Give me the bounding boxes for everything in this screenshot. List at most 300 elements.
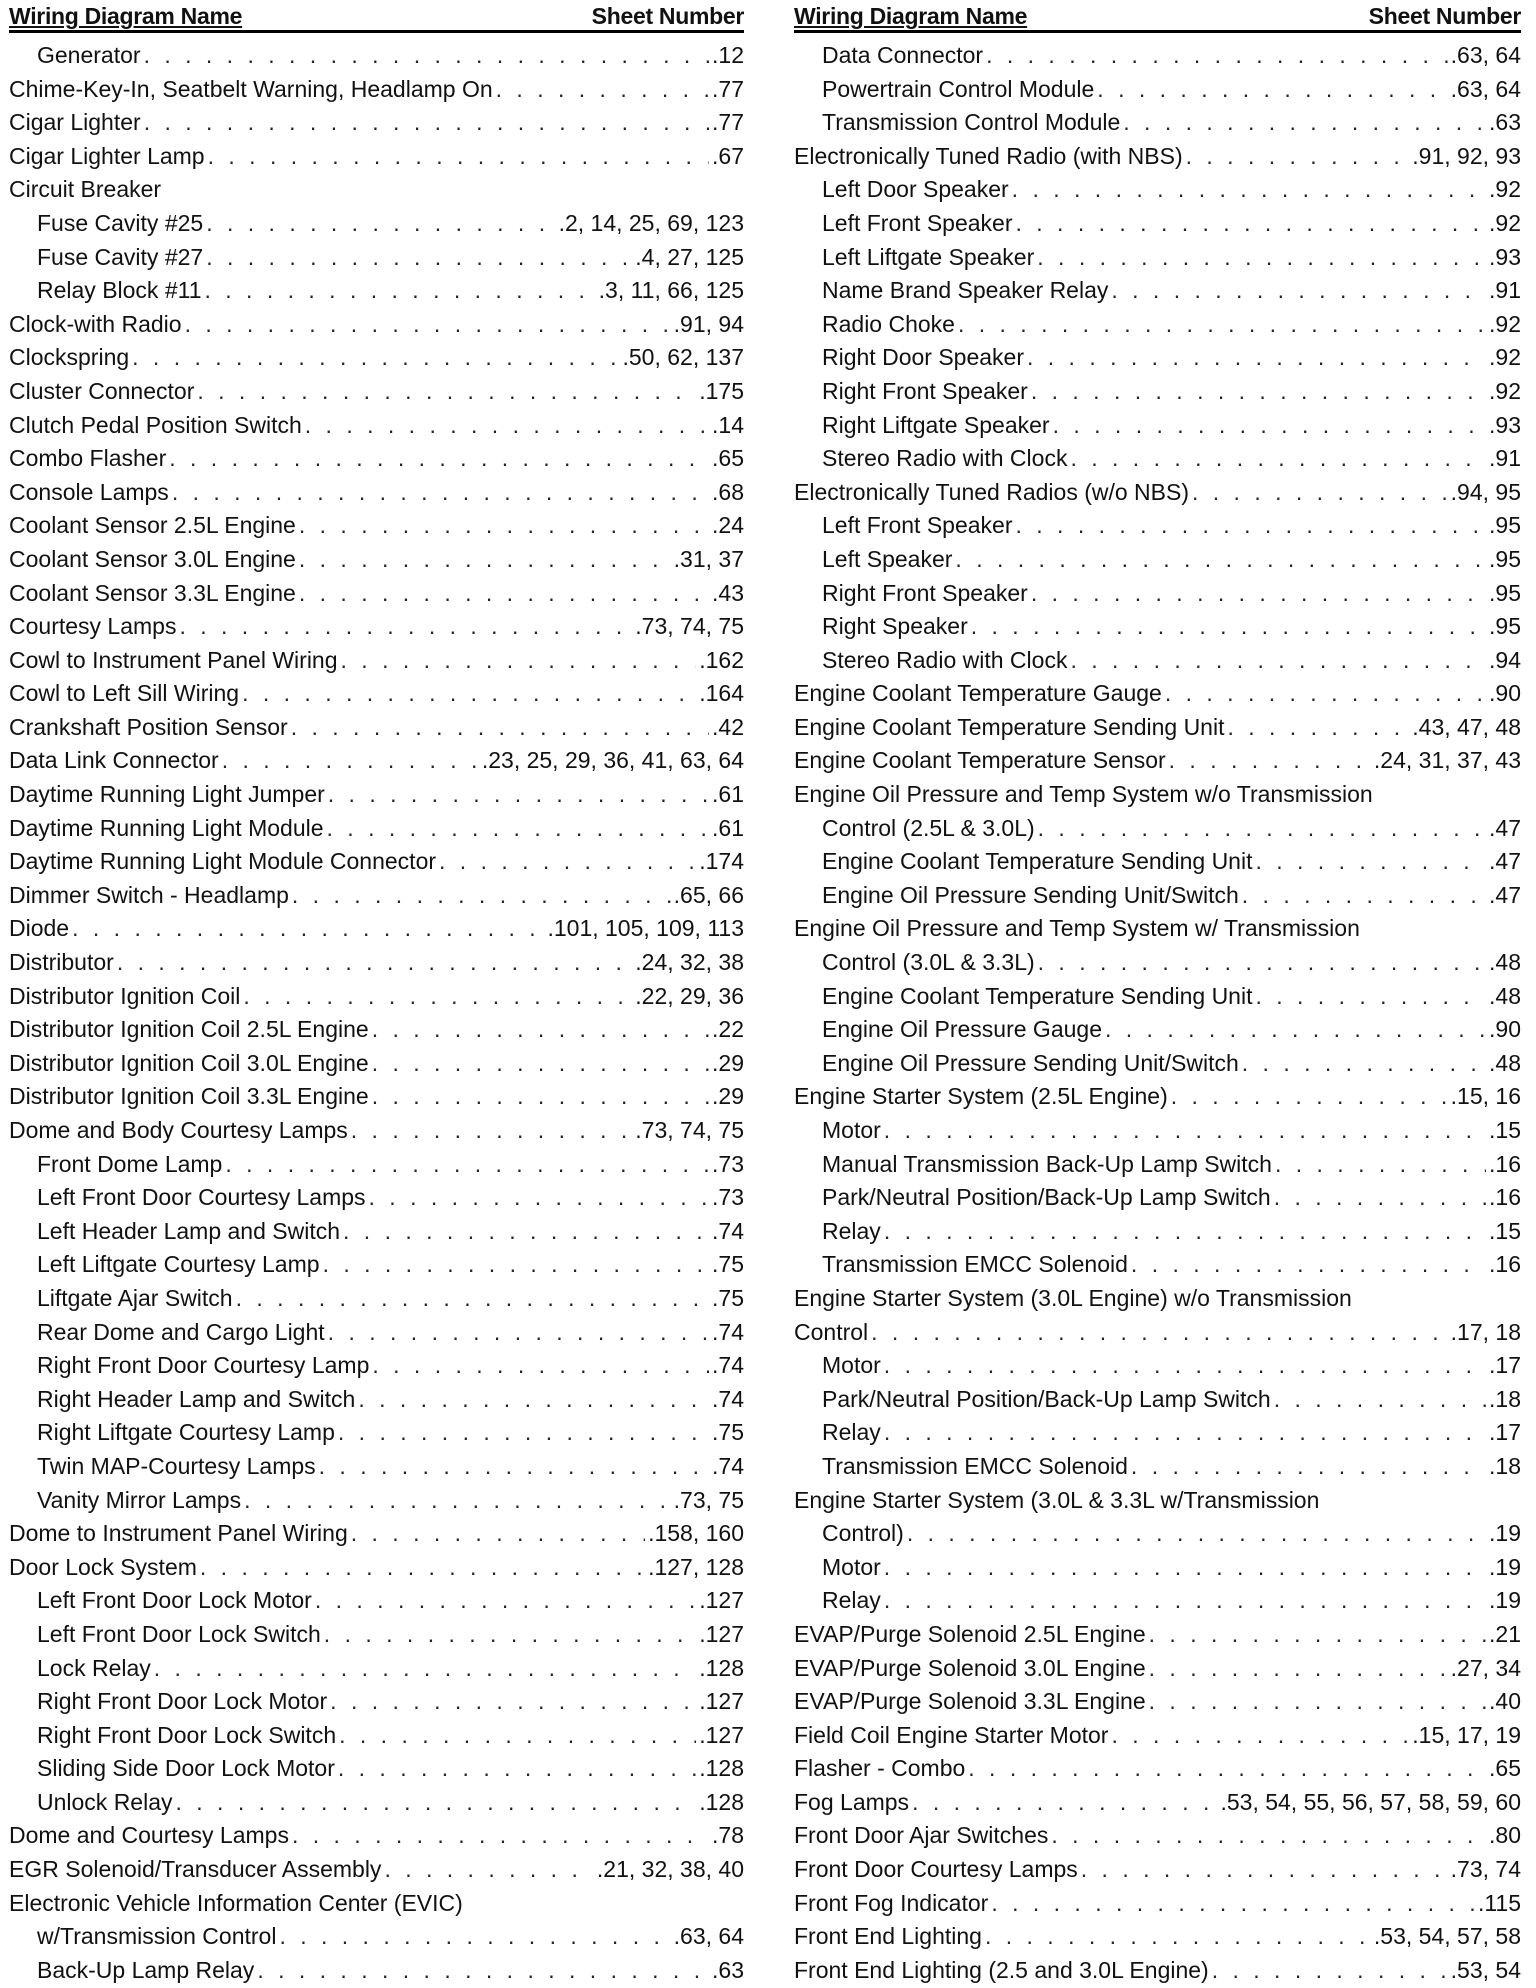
entry-sheet-numbers: .21, 32, 38, 40 xyxy=(596,1856,744,1883)
index-entry xyxy=(9,778,744,812)
dot-leader xyxy=(971,610,1486,644)
entry-label: Rear Dome and Cargo Light xyxy=(37,1318,325,1345)
dot-leader xyxy=(279,1920,670,1954)
entry-sheet-numbers: .75 xyxy=(712,1284,744,1311)
index-entry xyxy=(794,543,1521,577)
entry-sheet-numbers: .75 xyxy=(712,1251,744,1278)
left-column-header xyxy=(9,4,744,33)
entry-sheet-numbers: .42 xyxy=(712,713,744,740)
entry-sheet-numbers: .53, 54, 57, 58 xyxy=(1373,1923,1521,1950)
index-entry xyxy=(9,207,744,241)
entry-sheet-numbers: .68 xyxy=(712,478,744,505)
entry-sheet-numbers: .40 xyxy=(1489,1688,1521,1715)
entry-label: Radio Choke xyxy=(822,310,955,337)
entry-sheet-numbers: .95 xyxy=(1489,545,1521,572)
entry-sheet-numbers: .127 xyxy=(699,1587,744,1614)
index-entry xyxy=(794,677,1521,711)
index-entry xyxy=(9,744,744,778)
index-entry xyxy=(9,711,744,745)
entry-label: Engine Coolant Temperature Gauge xyxy=(794,680,1162,707)
entry-sheet-numbers: .2, 14, 25, 69, 123 xyxy=(558,209,744,236)
entry-sheet-numbers: .91, 92, 93 xyxy=(1412,142,1521,169)
dot-leader xyxy=(154,1652,696,1686)
entry-sheet-numbers: .74 xyxy=(712,1352,744,1379)
wiring-diagram-name-heading: Wiring Diagram Name xyxy=(9,3,243,29)
dot-leader xyxy=(327,812,710,846)
entry-label: Left Front Door Courtesy Lamps xyxy=(37,1184,366,1211)
entry-label: Engine Oil Pressure and Temp System w/o Transmission xyxy=(794,781,1373,808)
entry-sheet-numbers: .95 xyxy=(1489,613,1521,640)
index-entry xyxy=(9,1551,744,1585)
entry-sheet-numbers: .101, 105, 109, 113 xyxy=(547,915,744,942)
entry-sheet-numbers: .53, 54 xyxy=(1450,1956,1521,1983)
dot-leader xyxy=(1149,1685,1486,1719)
sheet-number-heading: Sheet Number xyxy=(1368,3,1521,29)
index-entry xyxy=(794,1819,1521,1853)
entry-sheet-numbers: .12 xyxy=(712,42,744,68)
dot-leader xyxy=(884,1215,1486,1249)
entry-sheet-numbers: .47 xyxy=(1489,848,1521,875)
dot-leader xyxy=(206,207,555,241)
entry-sheet-numbers: .164 xyxy=(699,680,744,707)
dot-leader xyxy=(243,980,632,1014)
entry-sheet-numbers: .91 xyxy=(1489,277,1521,304)
dot-leader xyxy=(1070,442,1486,476)
dot-leader xyxy=(496,73,709,107)
index-entry xyxy=(9,1652,744,1686)
dot-leader xyxy=(185,308,671,342)
entry-label: EVAP/Purge Solenoid 2.5L Engine xyxy=(794,1620,1146,1647)
dot-leader xyxy=(330,1685,696,1719)
entry-sheet-numbers: .128 xyxy=(699,1788,744,1815)
index-entry xyxy=(794,879,1521,913)
dot-leader xyxy=(292,879,671,913)
entry-label: Daytime Running Light Jumper xyxy=(9,781,325,808)
entry-label: Flasher - Combo xyxy=(794,1755,966,1782)
index-entry xyxy=(9,1819,744,1853)
index-entry xyxy=(794,1047,1521,1081)
entry-label: Lock Relay xyxy=(37,1654,151,1681)
dot-leader xyxy=(884,1114,1486,1148)
entry-label: Front Fog Indicator xyxy=(794,1889,989,1916)
index-entry xyxy=(794,1920,1521,1954)
index-entry xyxy=(794,1383,1521,1417)
entry-label: Front Door Courtesy Lamps xyxy=(794,1856,1078,1883)
index-entry xyxy=(794,1719,1521,1753)
entry-label: Distributor Ignition Coil 3.3L Engine xyxy=(9,1083,369,1110)
dot-leader xyxy=(372,1080,709,1114)
entry-sheet-numbers: .17 xyxy=(1489,1352,1521,1379)
entry-sheet-numbers: .24 xyxy=(712,512,744,539)
index-entry xyxy=(794,1349,1521,1383)
index-entry xyxy=(794,1416,1521,1450)
entry-sheet-numbers: .21 xyxy=(1489,1620,1521,1647)
index-entry xyxy=(9,1853,744,1887)
index-entry xyxy=(9,577,744,611)
dot-leader xyxy=(1274,1383,1486,1417)
entry-label: Right Speaker xyxy=(822,613,968,640)
entry-label: Daytime Running Light Module xyxy=(9,814,324,841)
entry-sheet-numbers: .47 xyxy=(1489,881,1521,908)
index-entry xyxy=(9,1047,744,1081)
index-entry xyxy=(794,1551,1521,1585)
wiring-diagram-name-heading: Wiring Diagram Name xyxy=(794,3,1028,29)
entry-sheet-numbers: .14 xyxy=(712,411,744,438)
entry-sheet-numbers: .94, 95 xyxy=(1450,478,1521,505)
entry-label: Left Liftgate Courtesy Lamp xyxy=(37,1251,320,1278)
index-entry xyxy=(794,1248,1521,1282)
entry-label: Cigar Lighter xyxy=(9,109,141,136)
entry-label: Relay xyxy=(822,1587,881,1614)
entry-label: Fog Lamps xyxy=(794,1788,910,1815)
entry-label: Coolant Sensor 2.5L Engine xyxy=(9,512,296,539)
entry-sheet-numbers: .73 xyxy=(712,1184,744,1211)
entry-label: Engine Coolant Temperature Sending Unit xyxy=(794,713,1225,740)
index-entry xyxy=(794,39,1521,73)
entry-label: Stereo Radio with Clock xyxy=(822,646,1068,673)
dot-leader xyxy=(222,744,479,778)
index-entry xyxy=(9,1685,744,1719)
index-entry xyxy=(9,1920,744,1954)
entry-sheet-numbers: .158, 160 xyxy=(648,1520,744,1547)
entry-label: Cluster Connector xyxy=(9,377,195,404)
entry-sheet-numbers: .63 xyxy=(1489,109,1521,136)
dot-leader xyxy=(1105,1013,1486,1047)
entry-label: Cowl to Instrument Panel Wiring xyxy=(9,646,338,673)
index-entry xyxy=(9,241,744,275)
entry-sheet-numbers: .23, 25, 29, 36, 41, 63, 64 xyxy=(481,747,744,774)
dot-leader xyxy=(884,1551,1486,1585)
entry-sheet-numbers: .128 xyxy=(699,1755,744,1782)
entry-sheet-numbers: .73, 74, 75 xyxy=(635,613,744,640)
entry-sheet-numbers: .50, 62, 137 xyxy=(622,344,744,371)
index-entry xyxy=(794,1282,1521,1316)
entry-sheet-numbers: .67 xyxy=(712,142,744,169)
index-entry xyxy=(9,1383,744,1417)
entry-sheet-numbers: .18 xyxy=(1489,1385,1521,1412)
entry-label: Right Front Speaker xyxy=(822,377,1028,404)
dot-leader xyxy=(315,1584,696,1618)
entry-sheet-numbers: .61 xyxy=(712,781,744,808)
entry-sheet-numbers: .92 xyxy=(1489,310,1521,337)
entry-label: Electronically Tuned Radios (w/o NBS) xyxy=(794,478,1189,505)
entry-label: Motor xyxy=(822,1352,881,1379)
entry-sheet-numbers: .175 xyxy=(699,377,744,404)
entry-sheet-numbers: .73, 74 xyxy=(1450,1856,1521,1883)
index-entry xyxy=(9,845,744,879)
entry-label: Engine Coolant Temperature Sensor xyxy=(794,747,1166,774)
entry-label: Front Door Ajar Switches xyxy=(794,1822,1049,1849)
index-entry xyxy=(794,106,1521,140)
index-entry xyxy=(9,1248,744,1282)
entry-label: Twin MAP-Courtesy Lamps xyxy=(37,1452,316,1479)
dot-leader xyxy=(324,1618,696,1652)
entry-label: Control xyxy=(794,1318,869,1345)
index-entry xyxy=(9,476,744,510)
dot-leader xyxy=(958,308,1486,342)
entry-sheet-numbers: .48 xyxy=(1489,1049,1521,1076)
index-entry xyxy=(794,207,1521,241)
entry-sheet-numbers: .15, 16 xyxy=(1450,1083,1521,1110)
index-entry xyxy=(9,980,744,1014)
entry-label: Coolant Sensor 3.0L Engine xyxy=(9,545,296,572)
entry-label: Engine Starter System (3.0L & 3.3L w/Transmission xyxy=(794,1486,1320,1513)
entry-label: Left Liftgate Speaker xyxy=(822,243,1035,270)
entry-sheet-numbers: .16 xyxy=(1489,1251,1521,1278)
entry-sheet-numbers: .115 xyxy=(1477,1889,1521,1916)
entry-label: Park/Neutral Position/Back-Up Lamp Switch xyxy=(822,1385,1271,1412)
entry-sheet-numbers: .63, 64 xyxy=(1450,75,1521,102)
entry-label: Front End Lighting xyxy=(794,1923,982,1950)
index-entry xyxy=(9,409,744,443)
entry-label: Dome and Courtesy Lamps xyxy=(9,1822,289,1849)
dot-leader xyxy=(1149,1652,1448,1686)
dot-leader xyxy=(986,39,1448,73)
entry-sheet-numbers: .93 xyxy=(1489,411,1521,438)
entry-sheet-numbers: .65 xyxy=(1489,1755,1521,1782)
dot-leader xyxy=(144,106,709,140)
entry-label: Unlock Relay xyxy=(37,1788,173,1815)
index-entry xyxy=(794,1013,1521,1047)
index-entry xyxy=(794,1181,1521,1215)
entry-label: Crankshaft Position Sensor xyxy=(9,713,288,740)
entry-label: Fuse Cavity #25 xyxy=(37,209,204,236)
dot-leader xyxy=(1053,409,1486,443)
entry-label: Front End Lighting (2.5 and 3.0L Engine) xyxy=(794,1956,1209,1983)
index-entry xyxy=(794,73,1521,107)
entry-label: Engine Oil Pressure Sending Unit/Switch xyxy=(822,1049,1239,1076)
entry-label: Data Connector xyxy=(822,42,984,68)
entry-label: Left Header Lamp and Switch xyxy=(37,1217,341,1244)
entry-label: Manual Transmission Back-Up Lamp Switch xyxy=(822,1150,1272,1177)
index-entry xyxy=(794,308,1521,342)
entry-sheet-numbers: .77 xyxy=(712,75,744,102)
right-column xyxy=(794,4,1521,1987)
entry-sheet-numbers: .43, 47, 48 xyxy=(1412,713,1521,740)
dot-leader xyxy=(1186,140,1410,174)
entry-label: Right Header Lamp and Switch xyxy=(37,1385,356,1412)
index-entry xyxy=(794,845,1521,879)
entry-label: Powertrain Control Module xyxy=(822,75,1095,102)
entry-label: Left Front Speaker xyxy=(822,512,1013,539)
dot-leader xyxy=(1031,577,1486,611)
entry-label: Courtesy Lamps xyxy=(9,613,177,640)
dot-leader xyxy=(1037,241,1486,275)
entry-label: Cigar Lighter Lamp xyxy=(9,142,205,169)
dot-leader xyxy=(341,644,697,678)
entry-label: Chime-Key-In, Seatbelt Warning, Headlamp On xyxy=(9,75,493,102)
index-entry xyxy=(794,610,1521,644)
entry-sheet-numbers: .19 xyxy=(1489,1520,1521,1547)
index-entry xyxy=(794,1080,1521,1114)
entry-label: Transmission Control Module xyxy=(822,109,1121,136)
entry-sheet-numbers: .17 xyxy=(1489,1419,1521,1446)
entry-sheet-numbers: .4, 27, 125 xyxy=(635,243,744,270)
entry-label: Motor xyxy=(822,1553,881,1580)
index-entry xyxy=(794,1685,1521,1719)
entry-sheet-numbers: .3, 11, 66, 125 xyxy=(598,277,744,304)
entry-label: EGR Solenoid/Transducer Assembly xyxy=(9,1856,382,1883)
dot-leader xyxy=(1169,744,1371,778)
entry-label: Right Liftgate Courtesy Lamp xyxy=(37,1419,335,1446)
dot-leader xyxy=(1111,274,1486,308)
entry-label: w/Transmission Control xyxy=(37,1923,277,1950)
index-entry xyxy=(9,308,744,342)
entry-label: Circuit Breaker xyxy=(9,176,162,203)
entry-label: Generator xyxy=(37,42,141,68)
entry-label: Diode xyxy=(9,915,70,942)
entry-sheet-numbers: .18 xyxy=(1489,1452,1521,1479)
entry-label: Combo Flasher xyxy=(9,445,167,472)
index-entry xyxy=(9,1752,744,1786)
entry-label: Engine Coolant Temperature Sending Unit xyxy=(822,848,1253,875)
dot-leader xyxy=(299,509,709,543)
entry-sheet-numbers: .19 xyxy=(1489,1553,1521,1580)
index-entry xyxy=(794,476,1521,510)
entry-label: Control) xyxy=(822,1520,904,1547)
sheet-number-heading: Sheet Number xyxy=(591,3,744,29)
entry-sheet-numbers: .75 xyxy=(712,1419,744,1446)
index-entry xyxy=(9,1114,744,1148)
right-column-header xyxy=(794,4,1521,33)
dot-leader xyxy=(205,274,596,308)
index-entry xyxy=(9,1148,744,1182)
index-entry xyxy=(9,442,744,476)
index-entry xyxy=(794,140,1521,174)
dot-leader xyxy=(1111,1719,1409,1753)
dot-leader xyxy=(912,1786,1217,1820)
dot-leader xyxy=(955,543,1486,577)
entry-label: Left Door Speaker xyxy=(822,176,1009,203)
dot-leader xyxy=(985,1920,1371,1954)
entry-label: Engine Coolant Temperature Sending Unit xyxy=(822,982,1253,1009)
index-entry xyxy=(794,946,1521,980)
entry-sheet-numbers: .61 xyxy=(712,814,744,841)
entry-label: Console Lamps xyxy=(9,478,169,505)
index-entry xyxy=(9,644,744,678)
dot-leader xyxy=(1081,1853,1448,1887)
dot-leader xyxy=(991,1887,1475,1921)
entry-sheet-numbers: .15, 17, 19 xyxy=(1412,1721,1521,1748)
entry-label: Stereo Radio with Clock xyxy=(822,445,1068,472)
entry-sheet-numbers: .91, 94 xyxy=(673,310,744,337)
index-entry xyxy=(9,1316,744,1350)
entry-sheet-numbers: .78 xyxy=(712,1822,744,1849)
index-entry xyxy=(794,1853,1521,1887)
entry-label: Engine Oil Pressure Gauge xyxy=(822,1016,1102,1043)
index-entry xyxy=(9,812,744,846)
entry-label: Left Front Door Lock Motor xyxy=(37,1587,312,1614)
entry-sheet-numbers: .29 xyxy=(712,1083,744,1110)
index-entry xyxy=(794,1215,1521,1249)
dot-leader xyxy=(200,1551,645,1585)
entry-sheet-numbers: .48 xyxy=(1489,949,1521,976)
entry-sheet-numbers: .16 xyxy=(1489,1184,1521,1211)
index-entry xyxy=(9,1517,744,1551)
entry-sheet-numbers: .15 xyxy=(1489,1117,1521,1143)
entry-label: Right Front Speaker xyxy=(822,579,1028,606)
entry-label: Electronically Tuned Radio (with NBS) xyxy=(794,142,1183,169)
entry-sheet-numbers: .24, 31, 37, 43 xyxy=(1373,747,1521,774)
index-entry xyxy=(9,39,744,73)
entry-label: Park/Neutral Position/Back-Up Lamp Switch xyxy=(822,1184,1271,1211)
entry-sheet-numbers: .73, 74, 75 xyxy=(635,1117,744,1143)
dot-leader xyxy=(244,1484,671,1518)
entry-label: Front Dome Lamp xyxy=(37,1150,223,1177)
index-entry xyxy=(794,644,1521,678)
index-entry xyxy=(794,812,1521,846)
dot-leader xyxy=(1131,1248,1486,1282)
index-entry xyxy=(9,1719,744,1753)
index-entry xyxy=(9,1584,744,1618)
entry-sheet-numbers: .73 xyxy=(712,1150,744,1177)
index-entry xyxy=(794,744,1521,778)
dot-leader xyxy=(351,1517,645,1551)
dot-leader xyxy=(439,845,696,879)
entry-sheet-numbers: .17, 18 xyxy=(1450,1318,1521,1345)
index-entry xyxy=(9,1786,744,1820)
index-entry xyxy=(9,677,744,711)
index-entry xyxy=(9,1618,744,1652)
index-entry xyxy=(794,173,1521,207)
entry-sheet-numbers: .63, 64 xyxy=(1450,42,1521,68)
dot-leader xyxy=(72,912,544,946)
entry-label: Door Lock System xyxy=(9,1553,197,1580)
dot-leader xyxy=(1171,1080,1448,1114)
entry-label: Left Speaker xyxy=(822,545,953,572)
entry-sheet-numbers: .48 xyxy=(1489,982,1521,1009)
entry-sheet-numbers: .91 xyxy=(1489,445,1521,472)
entry-sheet-numbers: .74 xyxy=(712,1217,744,1244)
entry-label: Motor xyxy=(822,1117,881,1143)
entry-label: Left Front Door Lock Switch xyxy=(37,1620,321,1647)
index-entry xyxy=(9,73,744,107)
entry-label: Right Liftgate Speaker xyxy=(822,411,1050,438)
index-entry xyxy=(9,946,744,980)
dot-leader xyxy=(372,1013,709,1047)
entry-label: Control (2.5L & 3.0L) xyxy=(822,814,1035,841)
entry-label: Relay xyxy=(822,1217,881,1244)
dot-leader xyxy=(1016,207,1487,241)
entry-sheet-numbers: .19 xyxy=(1489,1587,1521,1614)
dot-leader xyxy=(257,1954,709,1988)
entry-label: EVAP/Purge Solenoid 3.0L Engine xyxy=(794,1654,1146,1681)
index-entry xyxy=(794,509,1521,543)
index-entry xyxy=(794,577,1521,611)
entry-label: Right Door Speaker xyxy=(822,344,1024,371)
index-entry xyxy=(9,543,744,577)
dot-leader xyxy=(132,341,619,375)
dot-leader xyxy=(369,1181,709,1215)
entry-sheet-numbers: .22, 29, 36 xyxy=(635,982,744,1009)
entry-sheet-numbers: .92 xyxy=(1489,377,1521,404)
index-entry xyxy=(794,1752,1521,1786)
entry-sheet-numbers: .92 xyxy=(1489,209,1521,236)
left-column xyxy=(9,4,744,1987)
entry-label: Back-Up Lamp Relay xyxy=(37,1956,255,1983)
entry-label: Engine Starter System (3.0L Engine) w/o Transmission xyxy=(794,1284,1352,1311)
index-entry xyxy=(9,509,744,543)
index-entry xyxy=(794,1584,1521,1618)
entry-label: Field Coil Engine Starter Motor xyxy=(794,1721,1109,1748)
dot-leader xyxy=(305,409,709,443)
index-entry xyxy=(794,341,1521,375)
index-entry xyxy=(9,274,744,308)
entry-label: Relay xyxy=(822,1419,881,1446)
entry-label: Engine Oil Pressure and Temp System w/ Transmission xyxy=(794,915,1360,942)
dot-leader xyxy=(1192,476,1448,510)
index-entry xyxy=(9,1080,744,1114)
